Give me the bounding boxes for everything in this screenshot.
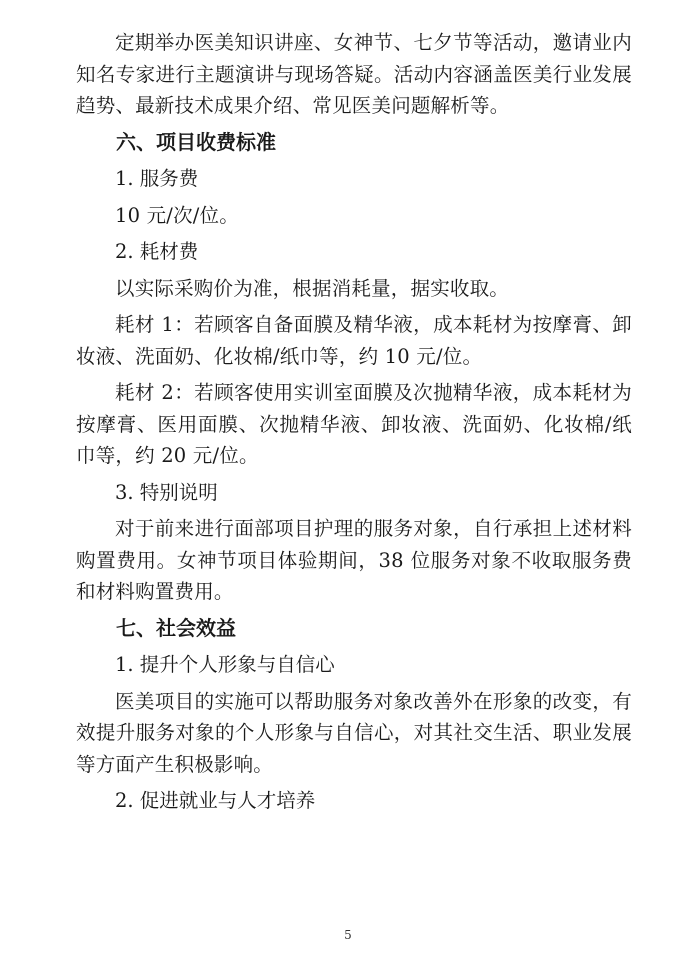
subheading-material-fee: 2. 耗材费 xyxy=(115,240,199,263)
paragraph-material-2: 耗材 2：若顾客使用实训室面膜及次抛精华液，成本耗材为按摩膏、医用面膜、次抛精华液、卸妆液、洗面奶、化妆棉/纸巾等，约 20 元/位。 xyxy=(76,381,632,467)
subheading-service-fee: 1. 服务费 xyxy=(115,167,199,190)
document-body xyxy=(76,27,632,822)
paragraph-special-note: 对于前来进行面部项目护理的服务对象，自行承担上述材料购置费用。女神节项目体验期间，38 位服务对象不收取服务费和材料购置费用。 xyxy=(76,517,632,603)
paragraph-service-fee: 10 元/次/位。 xyxy=(115,203,239,227)
section-heading-social-benefit: 七、社会效益 xyxy=(116,615,236,640)
section-heading-fees: 六、项目收费标准 xyxy=(116,129,276,154)
subheading-employment: 2. 促进就业与人才培养 xyxy=(115,789,316,812)
paragraph-material-fee: 以实际采购价为准，根据消耗量，据实收取。 xyxy=(115,276,510,300)
subheading-self-image: 1. 提升个人形象与自信心 xyxy=(115,653,335,676)
paragraph-activities: 定期举办医美知识讲座、女神节、七夕节等活动，邀请业内知名专家进行主题演讲与现场答疑。活动内容涵盖医美行业发展趋势、最新技术成果介绍、常见医美问题解析等。 xyxy=(76,31,632,117)
subheading-special-note: 3. 特别说明 xyxy=(115,480,218,504)
page-number: 5 xyxy=(344,928,352,942)
paragraph-self-image: 医美项目的实施可以帮助服务对象改善外在形象的改变，有效提升服务对象的个人形象与自信心，对其社交生活、职业发展等方面产生积极影响。 xyxy=(76,689,632,776)
paragraph-material-1: 耗材 1：若顾客自备面膜及精华液，成本耗材为按摩膏、卸妆液、洗面奶、化妆棉/纸巾等，约 10 元/位。 xyxy=(76,313,632,368)
